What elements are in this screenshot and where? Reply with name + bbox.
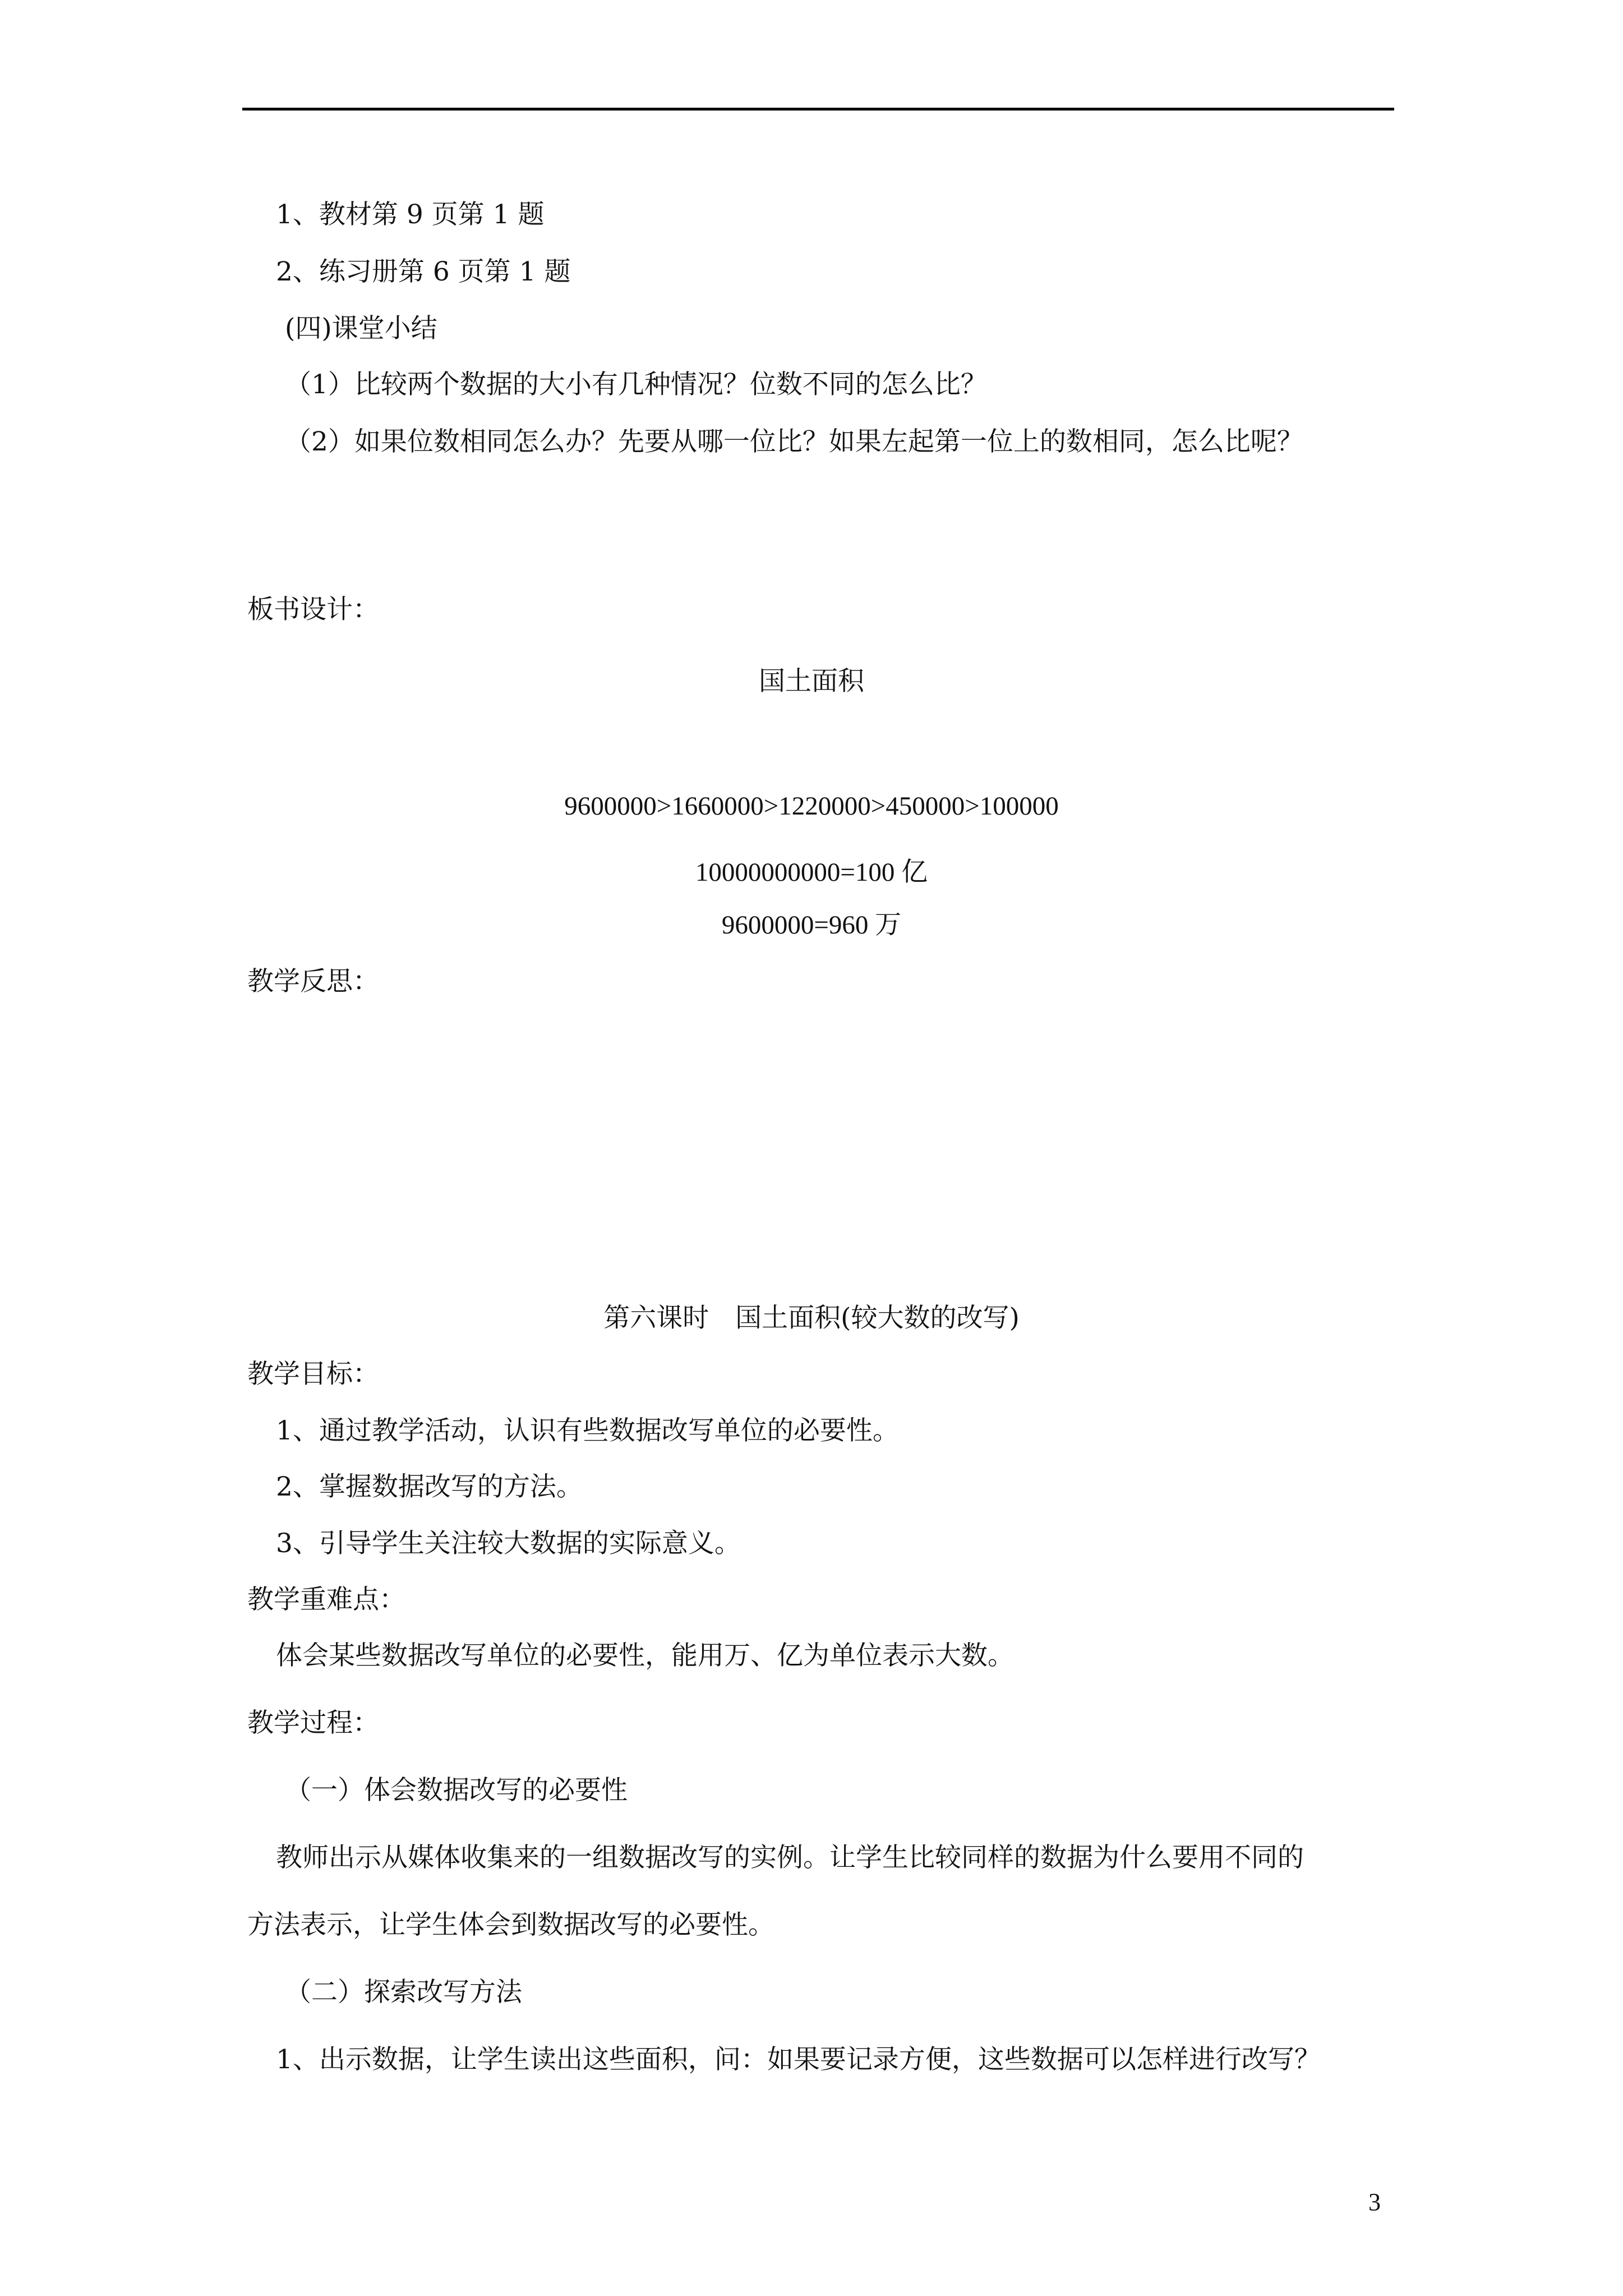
summary-question-1: （1）比较两个数据的大小有几种情况？位数不同的怎么比？ [285, 369, 987, 400]
key-points-text: 体会某些数据改写单位的必要性，能用万、亿为单位表示大数。 [276, 1640, 1014, 1671]
summary-question-2: （2）如果位数相同怎么办？先要从哪一位比？如果左起第一位上的数相同，怎么比呢？ [285, 426, 1303, 457]
goal-3: 3、引导学生关注较大数据的实际意义。 [276, 1528, 741, 1559]
step-1-heading: （一）体会数据改写的必要性 [285, 1775, 628, 1806]
review-item-2: 2、练习册第 6 页第 1 题 [276, 256, 571, 287]
header-rule [242, 108, 1394, 111]
page-number: 3 [1368, 2188, 1381, 2216]
board-design-label: 板书设计： [247, 594, 379, 625]
goals-label: 教学目标： [247, 1359, 379, 1389]
board-title: 国土面积 [759, 666, 864, 697]
goal-2: 2、掌握数据改写的方法。 [276, 1471, 583, 1502]
reflection-label: 教学反思： [247, 966, 379, 997]
step-2-heading: （二）探索改写方法 [285, 1977, 522, 2008]
step-2-item-1: 1、出示数据，让学生读出这些面积，问：如果要记录方便，这些数据可以怎样进行改写？ [276, 2044, 1321, 2075]
board-comparison: 9600000>1660000>1220000>450000>100000 [564, 792, 1059, 821]
key-points-label: 教学重难点： [247, 1584, 405, 1615]
goal-1: 1、通过教学活动，认识有些数据改写单位的必要性。 [276, 1415, 899, 1446]
review-item-1: 1、教材第 9 页第 1 题 [276, 199, 545, 230]
step-1-text-line-2: 方法表示，让学生体会到数据改写的必要性。 [247, 1910, 774, 1940]
step-1-text-line-1: 教师出示从媒体收集来的一组数据改写的实例。让学生比较同样的数据为什么要用不同的 [276, 1842, 1304, 1873]
summary-heading: (四)课堂小结 [285, 313, 437, 344]
board-equation-1: 10000000000=100 亿 [695, 858, 928, 887]
lesson-title: 第六课时 国土面积(较大数的改写) [603, 1303, 1020, 1333]
board-equation-2: 9600000=960 万 [721, 910, 902, 940]
process-label: 教学过程： [247, 1708, 379, 1738]
